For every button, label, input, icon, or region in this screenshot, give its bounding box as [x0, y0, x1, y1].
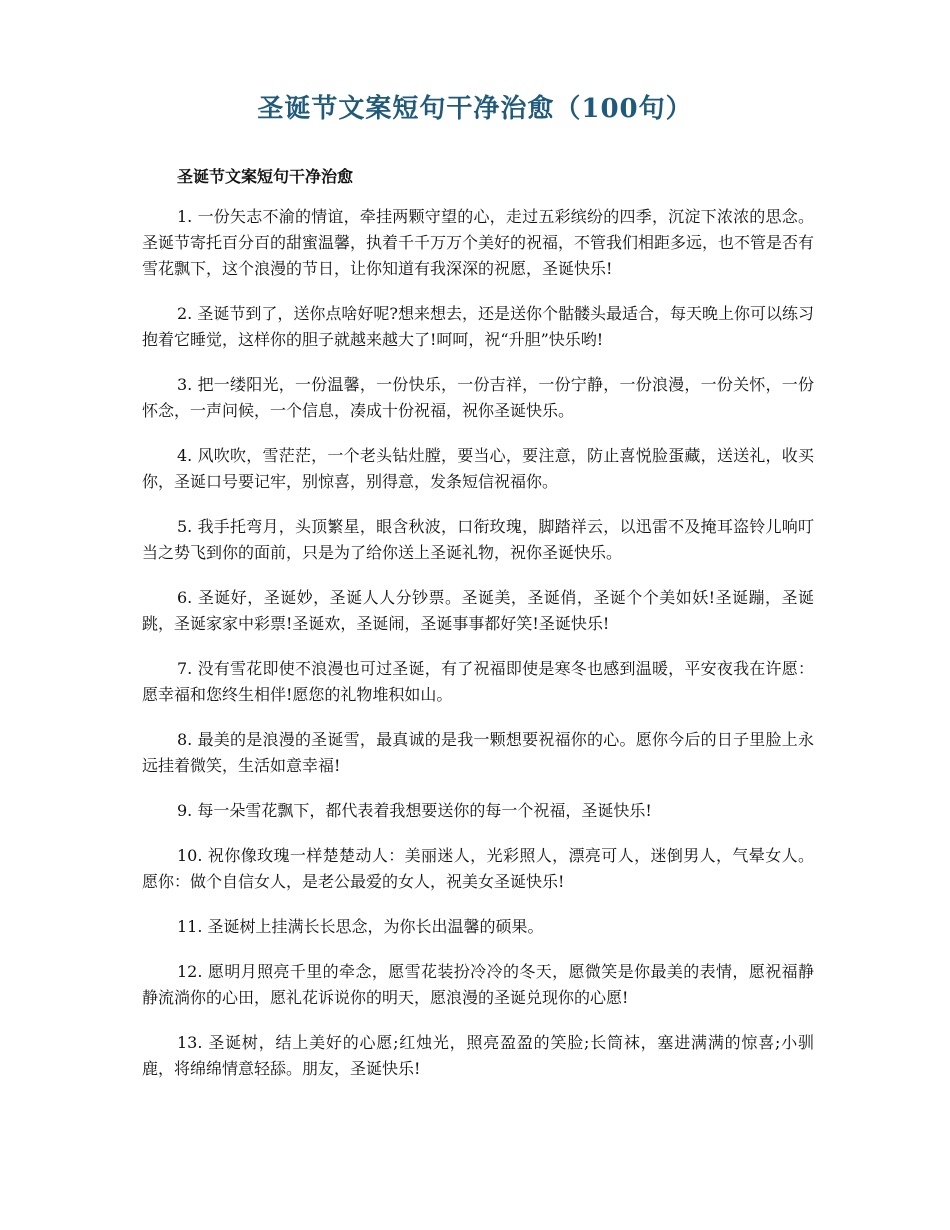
list-item: 10. 祝你像玫瑰一样楚楚动人：美丽迷人，光彩照人，漂亮可人，迷倒男人，气晕女人。愿你：做个自信女人，是老公最爱的女人，祝美女圣诞快乐! [142, 846, 814, 891]
list-item: 7. 没有雪花即使不浪漫也可过圣诞，有了祝福即使是寒冬也感到温暖，平安夜我在许愿：愿幸福和您终生相伴!愿您的礼物堆积如山。 [142, 659, 814, 704]
list-item: 4. 风吹吹，雪茫茫，一个老头钻灶膛，要当心，要注意，防止喜悦脸蛋藏，送送礼，收买你，圣诞口号要记牢，别惊喜，别得意，发条短信祝福你。 [142, 446, 814, 491]
list-item: 8. 最美的是浪漫的圣诞雪，最真诚的是我一颗想要祝福你的心。愿你今后的日子里脸上永远挂着微笑，生活如意幸福! [142, 730, 814, 775]
list-item: 13. 圣诞树，结上美好的心愿;红烛光，照亮盈盈的笑脸;长筒袜，塞进满满的惊喜;小驯鹿，将绵绵情意轻舔。朋友，圣诞快乐! [142, 1033, 814, 1078]
greeting-list [142, 204, 814, 1101]
list-item: 2. 圣诞节到了，送你点啥好呢?想来想去，还是送你个骷髅头最适合，每天晚上你可以练习抱着它睡觉，这样你的胆子就越来越大了!呵呵，祝“升胆”快乐哟! [142, 304, 814, 349]
list-item: 1. 一份矢志不渝的情谊，牵挂两颗守望的心，走过五彩缤纷的四季，沉淀下浓浓的思念。圣诞节寄托百分百的甜蜜温馨，执着千千万万个美好的祝福，不管我们相距多远，也不管是否有雪花飘下，这个浪漫的节日，让你知道有我深深的祝愿，圣诞快乐! [142, 207, 815, 278]
list-item: 9. 每一朵雪花飘下，都代表着我想要送你的每一个祝福，圣诞快乐! [177, 801, 652, 820]
list-item: 11. 圣诞树上挂满长长思念，为你长出温馨的硕果。 [177, 917, 544, 936]
list-item: 5. 我手托弯月，头顶繁星，眼含秋波，口衔玫瑰，脚踏祥云，以迅雷不及掩耳盗铃儿响叮当之势飞到你的面前，只是为了给你送上圣诞礼物，祝你圣诞快乐。 [142, 517, 814, 562]
section-subheading: 圣诞节文案短句干净治愈 [177, 167, 354, 186]
list-item: 12. 愿明月照亮千里的牵念，愿雪花装扮冷冷的冬天，愿微笑是你最美的表情，愿祝福静静流淌你的心田，愿礼花诉说你的明天，愿浪漫的圣诞兑现你的心愿! [142, 962, 814, 1007]
list-item: 6. 圣诞好，圣诞妙，圣诞人人分钞票。圣诞美，圣诞俏，圣诞个个美如妖!圣诞蹦，圣诞跳，圣诞家家中彩票!圣诞欢，圣诞闹，圣诞事事都好笑!圣诞快乐! [142, 588, 814, 633]
list-item: 3. 把一缕阳光，一份温馨，一份快乐，一份吉祥，一份宁静，一份浪漫，一份关怀，一份怀念，一声问候，一个信息，凑成十份祝福，祝你圣诞快乐。 [142, 375, 814, 420]
document-title: 圣诞节文案短句干净治愈（100句） [257, 94, 693, 124]
